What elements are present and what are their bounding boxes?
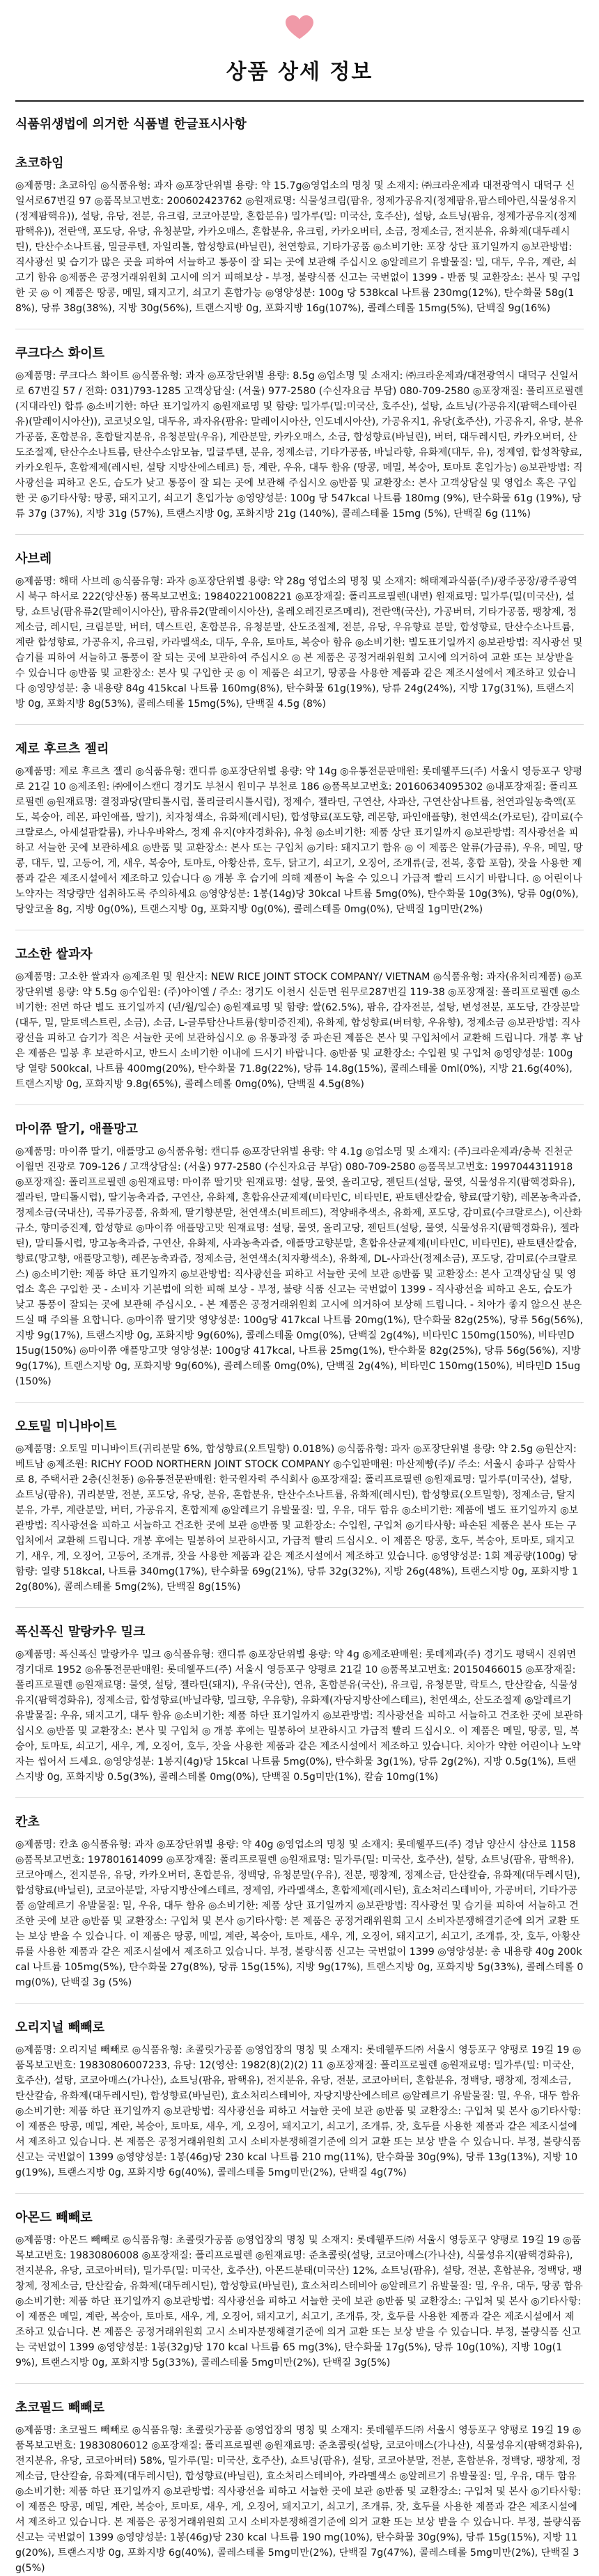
product-name: 초코필드 빼빼로 — [15, 2401, 104, 2415]
product-section — [15, 153, 584, 329]
heart-icon — [286, 15, 313, 40]
section-divider — [15, 1104, 584, 1105]
product-label-text: ◎제품명: 칸초 ◎식품유형: 과자 ◎포장단위별 용량: 약 40g ◎영업소의 명칭 및 소재지: 롯데웰푸드(주) 경남 양산시 삼산로 1158 ◎품목보고번호: 197801614099 ◎포장재질: 폴리프로필렌 ◎원재료명: 밀가루(밀: 미국산, 호주산), 설탕, 쇼트닝(팜유, 팜핵유), 코코아매스, 전지분유, 유당, 카카오버터, 혼합분유, 정백당, 유청분말(우유), 전분, 팽창제, 정제소금, 탄산칼슘, 유화제(대두레시틴), 합성향료(바닐린), 코코아분말, 자당지방산에스테르, 정제염, 카라멜색소, 혼합제제(레시틴), 효소처리스테비아, 가공버터, 기타가공품 ◎알레르기 유발물질: 밀, 우유, 대두 함유 ◎소비기한: 제품 상단 표기일까지 ◎보관방법: 직사광선 및 습기를 피하여 서늘하고 건조한 곳에 보관 ◎반품 및 교환장소: 구입처 및 본사 ◎기타사항: 본 제품은 공정거래위원회 고시 소비자분쟁해결기준에 의거 교환 또는 보상 받을 수 있습니다. 이 제품은 땅콩, 메밀, 계란, 복숭아, 토마토, 새우, 게, 오징어, 돼지고기, 쇠고기, 조개류, 잣, 호두, 아황산류를 사용한 제품과 같은 제조시설에서 제조하고 있습니다. 부정, 불량식품 신고는 국번없이 1399 ◎영양성분: 총 내용량 40g 200kcal 나트륨 105mg(5%), 탄수화물 27g(8%), 당류 15g(15%), 지방 9g(17%), 트랜스지방 0g, 포화지방 5g(33%), 콜레스테롤 0mg(0%), 단백질 3g (5%) — [15, 1839, 584, 1988]
product-name: 쿠크다스 화이트 — [15, 346, 104, 361]
product-name: 초코하임 — [15, 156, 64, 171]
product-section — [15, 1119, 584, 1403]
product-name: 폭신폭신 말랑카우 밀크 — [15, 1625, 146, 1639]
product-label-text: ◎제품명: 초코필드 빼빼로 ◎식품유형: 초콜릿가공품 ◎영업장의 명칭 및 소재지: 롯데웰푸드㈜ 서울시 영등포구 양평로 19길 19 ◎품목보고번호: 19830806012 ◎포장재질: 폴리프로필렌 ◎원재료명: 준초콜릿(설탕, 코코아매스(가나산), 식물성유지(팜핵경화유), 전지분유, 유당, 코코아버터) 58%, 밀가루(밀: 미국산, 호주산), 쇼트닝(팜유), 설탕, 코코아분말, 전분, 혼합분유, 정백당, 팽창제, 정제소금, 탄산칼슘, 유화제(대두레시틴), 합성향료(바닐린), 효소처리스테비아, 카라멜색소 ◎알레르기 유발물질: 밀, 우유, 대두 함유 ◎소비기한: 제품 하단 표기일까지 ◎보관방법: 직사광선을 피하고 서늘한 곳에 보관 ◎반품 및 교환장소: 구입처 및 본사 ◎기타사항: 이 제품은 땅콩, 메밀, 계란, 복숭아, 토마토, 새우, 게, 오징어, 돼지고기, 쇠고기, 조개류, 잣, 호두를 사용한 제품과 같은 제조시설에서 제조하고 있습니다. 본 제품은 공정거래위원회 고시 소비자분쟁해결기준에 의거 교환 또는 보상 받을 수 있습니다. 부정, 불량식품 신고는 국번없이 1399 ◎영양성분: 1봉(46g)당 230 kcal 나트륨 190 mg(10%), 탄수화물 30g(9%), 당류 15g(15%), 지방 11g(20%), 트랜스지방 0g, 포화지방 6g(40%), 콜레스테롤 5mg미만(2%), 단백질 7g(47%), 콜레스테롤 5mg미만(2%), 단백질 3g(5%) — [15, 2425, 583, 2574]
product-label-text: ◎제품명: 아몬드 빼빼로 ◎식품유형: 초콜릿가공품 ◎영업장의 명칭 및 소재지: 롯데웰푸드㈜ 서울시 영등포구 양평로 19길 19 ◎품목보고번호: 19830806008 ◎포장재질: 폴리프로필렌 ◎원재료명: 준초콜릿(설탕, 코코아매스(가나산), 식물성유지(팜핵경화유), 전지분유, 유당, 코코아버터), 밀가루(밀: 미국산, 호주산), 아몬드분태(미국산) 12%, 쇼트닝(팜유), 설탕, 전분, 혼합분유, 정백당, 팽창제, 정제소금, 탄산칼슘, 유화제(대두레시틴), 합성향료(바닐린), 효소처리스테비아 ◎알레르기 유발물질: 밀, 우유, 대두, 땅콩 함유 ◎소비기한: 제품 하단 표기일까지 ◎보관방법: 직사광선을 피하고 서늘한 곳에 보관 ◎반품 및 교환장소: 구입처 및 본사 ◎기타사항: 이 제품은 메밀, 계란, 복숭아, 토마토, 새우, 게, 오징어, 돼지고기, 쇠고기, 조개류, 잣, 호두를 사용한 제품과 같은 제조시설에서 제조하고 있습니다. 본 제품은 공정거래위원회 고시 소비자분쟁해결기준에 의거 교환 또는 보상 받을 수 있습니다. 부정, 불량식품 신고는 국번없이 1399 ◎영양성분: 1봉(32g)당 170 kcal 나트륨 65 mg(3%), 탄수화물 17g(5%), 당류 10g(10%), 지방 10g(19%), 트랜스지방 0g, 포화지방 5g(33%), 콜레스테롤 5mg미만(2%), 단백질 3g(5%) — [15, 2235, 583, 2368]
product-label-text: ◎제품명: 마이쮸 딸기, 애플망고 ◎식품유형: 캔디류 ◎포장단위별 용량: 약 4.1g ◎업소명 및 소재지: (주)크라운제과/충북 진천군 이월면 진광로 709-126 / 고객상담실: (서울) 977-2580 (수신자요금 부담) 080-709-2580 ◎품목보고번호: 1997044311918 ◎포장재질: 폴리프로필렌 ◎원재료명: 마이쮸 딸기맛 원재료명: 설탕, 물엿, 올리고당, 젠틴트(설탕, 물엿, 식물성유지(팜핵경화유), 젤라틴, 말티톨시럽), 딸기농축과즙, 구연산, 유화제, 혼합유산균제제(비타민C, 비타민E, 판토텐산칼슘, 향료(딸기향), 레몬농축과즙, 정제소금(국내산), 곡류가공품, 유화제, 딸기향분말, 천연색소(비트레드), 적양배추색소, 유화제, 포도당, 감미료(수크랄로스), 이산화규소, 향미증진제, 합성향료 ◎마이쮸 애플망고맛 원재료명: 설탕, 물엿, 올리고당, 젠틴트(설탕, 물엿, 식물성유지(팜핵경화유), 젤라틴), 말티톨시럽, 망고농축과즙, 구연산, 유화제, 사과농축과즙, 애플망고향분말, 혼합유산균제제(비타민C, 비타민E), 판토텐산칼슘, 향료(망고향, 애플망고향), 레몬농축과즙, 정제소금, 천연색소(치자황색소), 유화제, DL-사과산(정제소금), 포도당, 감미료(수크랄로스) ◎소비기한: 제품 하단 표기일까지 ◎보관방법: 직사광선을 피하고 서늘한 곳에 보관 ◎반품 및 교환장소: 본사 고객상담실 및 영업소 혹은 구입한 곳 - 소비자 기본법에 의한 피해 보상 - 부정, 불량 식품 신고는 국번없이 1399 - 직사광선을 피하고 온도, 습도가 낮고 통풍이 잘되는 곳에 보관해 주십시오. - 본 제품은 공정거래위원회 고시에 의거하여 보상해 드립니다. - 치아가 좋지 않으신 분은 드실 때 주의를 요합니다. ◎마이쮸 딸기맛 영양성분: 100g당 417kcal 나트륨 20mg(1%), 탄수화물 82g(25%), 당류 56g(56%), 지방 9g(17%), 트랜스지방 0g, 포화지방 9g(60%), 콜레스테롤 0mg(0%), 단백질 2g(4%), 비타민C 150mg(150%), 비타민D 15ug(150%) ◎마이쮸 애플망고맛 영양성분: 100g당 417kcal, 나트륨 25mg(1%), 탄수화물 82g(25%), 당류 56g(56%), 지방 9g(17%), 트랜스지방 0g, 포화지방 9g(60%), 콜레스테롤 0mg(0%), 단백질 2g(4%), 비타민C 150mg(150%), 비타민D 15ug(150%) — [15, 1146, 584, 1387]
section-divider — [15, 1797, 584, 1798]
product-label-text: ◎제품명: 고소한 쌀과자 ◎제조원 및 원산지: NEW RICE JOINT STOCK COMPANY/ VIETNAM ◎식품유형: 과자(유처리제품) ◎포장단위별 용량: 약 5.5g ◎수입원: (주)아이엘 / 주소: 경기도 이천시 신둔면 원무로287번길 119-38 ◎포장재질: 폴리프로필렌 ◎소비기한: 전면 하단 별도 표기일까지 (년/월/일순) ◎원재료명 및 함량: 쌀(62.5%), 팜유, 감자전분, 설탕, 변성전분, 포도당, 간장분말(대두, 밀, 말토덱스트린, 소금), 소금, L-글루탐산나트륨(향미증진제), 유화제, 합성향료(버터향, 우유향), 정제소금 ◎보관방법: 직사광선을 피하고 습기가 적은 서늘한 곳에 보관하십시오 ◎ 유통과정 중 파손된 제품은 본사 및 구입처에서 교환해 드립니다. 개봉 후 남은 제품은 밀봉 후 보관하시고, 반드시 소비기한 이내에 드시기 바랍니다. ◎반품 및 교환장소: 수입원 및 구입처 ◎영양성분: 100g 당 열량 500kcal, 나트륨 400mg(20%), 탄수화물 71.8g(22%), 당류 14.8g(15%), 콜레스테롤 0ml(0%), 지방 21.6g(40%), 트랜스지방 0g, 포화지방 9.8g(65%), 콜레스테롤 0mg(0%), 단백질 4.5g(8%) — [15, 971, 584, 1090]
header-decoration — [15, 0, 584, 40]
section-divider — [15, 724, 584, 725]
section-divider — [15, 2383, 584, 2384]
product-section — [15, 2017, 584, 2194]
product-section — [15, 549, 584, 725]
section-divider — [15, 1607, 584, 1608]
product-name: 사브레 — [15, 552, 52, 566]
product-label-text: ◎제품명: 폭신폭신 말랑카우 밀크 ◎식품유형: 캔디류 ◎포장단위별 용량: 약 4g ◎제조판매원: 롯데제과(주) 경기도 평택시 진위면 경기대로 1952 ◎유통전문판매원: 롯데웰푸드(주) 서울시 영등포구 양평로 21길 10 ◎품목보고번호: 20150466015 ◎포장재질: 폴리프로필렌 ◎원재료명: 물엿, 설탕, 젤라틴(돼지), 우유(국산), 연유, 혼합분유(국산), 유크림, 유청분말, 락토스, 탄산칼슘, 식물성유지(팜핵경화유), 정제소금, 합성향료(바닐라향, 밀크향, 우유향), 유화제(자당지방산에스테르), 천연색소, 산도조절제 ◎알레르기 유발물질: 우유, 돼지고기, 대두 함유 ◎소비기한: 제품 하단 표기일까지 ◎보관방법: 직사광선을 피하고 서늘하고 건조한 곳에 보관하십시오 ◎반품 및 교환장소: 본사 및 구입처 ◎ 개봉 후에는 밀봉하여 보관하시고 가급적 빨리 드십시오. 이 제품은 메밀, 땅콩, 밀, 복숭아, 토마토, 쇠고기, 새우, 게, 오징어, 호두, 잣을 사용한 제품과 같은 제조시설에서 제조하고 있습니다. 치아가 약한 어린이나 노약자는 씹어서 드세요. ◎영양성분: 1봉지(4g)당 15kcal 나트륨 5mg(0%), 탄수화물 3g(1%), 당류 2g(2%), 지방 0.5g(1%), 트랜스지방 0g, 포화지방 0.5g(3%), 콜레스테롤 0mg(0%), 단백질 0.5g미만(1%), 칼슘 10mg(1%) — [15, 1649, 583, 1783]
product-name: 제로 후르츠 젤리 — [15, 742, 109, 756]
product-sections — [15, 153, 584, 2576]
product-label-text: ◎제품명: 초코하임 ◎식품유형: 과자 ◎포장단위별 용량: 약 15.7g◎영업소의 명칭 및 소재지: ㈜크라운제과 대전광역시 대덕구 신일서로67번길 97 ◎품목보고번호: 200602423762 ◎원재료명: 식물성크림(팜유, 정제가공유지(정제팜유,팜스테아린,식물성유지(정제팜핵유)), 설탕, 유당, 전분, 유크림, 코코아분말, 혼합분유) 밀가루(밀: 미국산, 호주산), 설탕, 쇼트닝(팜유, 정제가공유지(정제팜핵유)), 전란액, 포도당, 유당, 유청분말, 카카오매스, 혼합분유, 유크림, 카카오버터, 소금, 정제소금, 전지분유, 유화제(대두레시틴), 탄산수소나트륨, 밀글루텐, 자일리톨, 합성향료(바닐린), 천연향료, 기타가공품 ◎소비기한: 포장 상단 표기일까지 ◎보관방법: 직사광선 및 습기가 많은 곳을 피하여 서늘하고 통풍이 잘 되는 곳에 보관해 주십시오 ◎알레르기 유발물질: 밀, 대두, 우유, 계란, 쇠고기 함유 ◎제품은 공정거래위원회 고시에 의거 피해보상 - 부정, 불량식품 신고는 국번없이 1399 - 반품 및 교환장소: 본사 및 구입한 곳 ◎ 이 제품은 땅콩, 메밀, 돼지고기, 쇠고기 혼합가능 ◎영양성분: 100g 당 538kcal 나트륨 230mg(12%), 탄수화물 58g(18%), 당류 38g(38%), 지방 30g(56%), 트랜스지방 0g, 포화지방 16g(107%), 콜레스테롤 15mg(5%), 단백질 9g(16%) — [15, 180, 581, 314]
product-label-text: ◎제품명: 오리지널 빼빼로 ◎식품유형: 초콜릿가공품 ◎영업장의 명칭 및 소재지: 롯데웰푸드㈜ 서울시 영등포구 양평로 19길 19 ◎품목보고번호: 19830806007233, 유당: 12(영산: 1982(8)(2)(2) 11 ◎포장재질: 폴리프로필렌 ◎원재료명: 밀가루(밀: 미국산, 호주산), 설탕, 코코아매스(가나산), 쇼트닝(팜유, 팜핵유), 전지분유, 유당, 전분, 코코아버터, 혼합분유, 정백당, 팽창제, 정제소금, 탄산칼슘, 유화제(대두레시틴), 합성향료(바닐린), 효소처리스테비아, 자당지방산에스테르 ◎알레르기 유발물질: 밀, 우유, 대두 함유 ◎소비기한: 제품 하단 표기일까지 ◎보관방법: 직사광선을 피하고 서늘한 곳에 보관 ◎반품 및 교환장소: 구입처 및 본사 ◎기타사항: 이 제품은 땅콩, 메밀, 계란, 복숭아, 토마토, 새우, 게, 오징어, 돼지고기, 쇠고기, 조개류, 잣, 호두를 사용한 제품과 같은 제조시설에서 제조하고 있습니다. 본 제품은 공정거래위원회 고시 소비자분쟁해결기준에 의거 교환 또는 보상 받을 수 있습니다. 부정, 불량식품 신고는 국번없이 1399 ◎영양성분: 1봉(46g)당 230 kcal 나트륨 210 mg(11%), 탄수화물 30g(9%), 당류 13g(13%), 지방 10g(19%), 트랜스지방 0g, 포화지방 6g(40%), 콜레스테롤 5mg미만(2%), 단백질 4g(7%) — [15, 2045, 582, 2178]
page-title: 상품 상세 정보 — [226, 60, 373, 84]
product-label-text: ◎제품명: 쿠크다스 화이트 ◎식품유형: 과자 ◎포장단위별 용량: 8.5g ◎업소명 및 소재지: ㈜크라운제과/대전광역시 대덕구 신일서로 67번길 57 / 전화: 031)793-1285 고객상담실: (서울) 977-2580 (수신자요금 부담) 080-709-2580 ◎포장재질: 폴리프로필렌 (지대라인) 합류 ◎소비기한: 하단 표기일까지 ◎원재료명 및 함량: 밀가루(밀:미국산, 호주산), 설탕, 쇼트닝(가공유지(팜핵스테아린유)(말레이시아산)), 코코넛오일, 대두유, 과자유(팜유: 말레이시아산, 인도네시아산), 가공유지1, 유당(호주산), 가공유지, 유당, 분유가공품, 혼합분유, 혼합탈지분유, 유청분말(우유), 계란분말, 카카오매스, 소금, 합성향료(바닐린), 버터, 대두레시틴, 카카오버터, 산도조절제, 탄산수소나트륨, 탄산수소암모늄, 밀글루텐, 분유, 정제소금, 기타가공품, 바닐라향, 유화제(대두, 유), 정제염, 합성착향료, 카카오원두, 혼합제제(레시틴, 설탕 지방산에스테르) 등, 계란, 우유, 대두 함유 (땅콩, 메밀, 복숭아, 토마토 혼입가능) ◎보관방법: 직사광선을 피하고 온도, 습도가 낮고 통풍이 잘 되는 곳에 보관해 주십시오 ◎반품 및 교환장소: 본사 고객상담실 및 영업소 혹은 구입한 곳 ◎기타사항: 땅콩, 돼지고기, 쇠고기 혼입가능 ◎영양성분: 100g 당 547kcal 나트륨 180mg (9%), 탄수화물 61g (19%), 당류 37g (37%), 지방 31g (57%), 트랜스지방 0g, 포화지방 21g (140%), 콜레스테롤 15mg (5%), 단백질 6g (11%) — [15, 370, 584, 520]
section-divider — [15, 1402, 584, 1403]
product-name: 고소한 쌀과자 — [15, 947, 93, 962]
product-label-text: ◎제품명: 해태 사브레 ◎식품유형: 과자 ◎포장단위별 용량: 약 28g 영업소의 명칭 및 소재지: 해태제과식품(주)/광주공장/광주광역시 북구 하서로 222(양산동) 품목보고번호: 19840221008221 ◎포장재질: 폴리프로필렌(내면) 원재료명: 밀가루(밀(미국산), 설탕, 쇼트닝(팜유류2(말레이시아산), 팜유류2(말레이시아산), 올레오레진로즈메리), 전란액(국산), 가공버터, 기타가공품, 팽창제, 정제소금, 레시틴, 크림분말, 버터, 덱스트린, 혼합분유, 유청분말, 산도조절제, 전분, 유당, 우유향료 분말, 합성향료, 탄산수소나트륨, 계란 합성향료, 가공유지, 유크림, 카라멜색소, 대두, 우유, 토마토, 복숭아 함유 ◎소비기한: 별도표기일까지 ◎보관방법: 직사광선 및 습기를 피하여 서늘하고 통풍이 잘 되는 곳에 보관하여 주십시오 ◎ 본 제품은 공정거래위원회 고시에 의거하여 교환 또는 보상받을 수 있습니다 ◎반품 및 교환장소: 본사 및 구입한 곳 ◎ 이 제품은 쇠고기, 땅콩을 사용한 제품과 같은 제조시설에서 제조하고 있습니다 ◎영양성분: 총 내용량 84g 415kcal 나트륨 160mg(8%), 탄수화물 61g(19%), 당류 24g(24%), 지방 17g(31%), 트랜스지방 0g, 포화지방 8g(53%), 콜레스테롤 15mg(5%), 단백질 4.5g (8%) — [15, 576, 583, 710]
product-section — [15, 739, 584, 930]
product-section — [15, 2208, 584, 2384]
product-name: 칸초 — [15, 1815, 40, 1829]
product-name: 오토밀 미니바이트 — [15, 1419, 117, 1434]
product-label-text: ◎제품명: 오토밀 미니바이트(귀리분말 6%, 합성향료(오트밀향) 0.018%) ◎식품유형: 과자 ◎포장단위별 용량: 약 2.5g ◎원산지: 베트남 ◎제조원: RICHY FOOD NORTHERN JOINT STOCK COMPANY ◎수입판매원: 마산제빵(주)/ 주소: 서울시 송파구 삼학사로 8, 주택서관 2층(신천동) ◎유통전문판매원: 한국원자력 주식회사 ◎포장재질: 폴리프로필렌 ◎원재료명: 밀가루(미국산), 설탕, 쇼트닝(팜유), 귀리분말, 전분, 포도당, 유당, 분유, 혼합분유, 탄산수소나트륨, 유화제(레시틴), 합성향료(오트밀향), 정제소금, 탈지분유, 가루, 계란분말, 버터, 가공유지, 혼합제제 ◎알레르기 유발물질: 밀, 우유, 대두 함유 ◎소비기한: 제품에 별도 표기일까지 ◎보관방법: 직사광선을 피하고 서늘하고 건조한 곳에 보관 ◎반품 및 교환장소: 수입원, 구입처 ◎기타사항: 파손된 제품은 본사 또는 구입처에서 교환해 드립니다. 개봉 후에는 밀봉하여 보관하시고, 가급적 빨리 드십시오. 이 제품은 땅콩, 호두, 복숭아, 토마토, 돼지고기, 새우, 게, 오징어, 고등어, 조개류, 잣을 사용한 제품과 같은 제조시설에서 제조하고 있습니다. ◎영양성분: 1회 제공량(100g) 당 함량: 열량 518kcal, 나트륨 340mg(17%), 탄수화물 69g(21%), 당류 32g(32%), 지방 26g(48%), 트랜스지방 0g, 포화지방 12g(80%), 콜레스테롤 5mg(2%), 단백질 8g(15%) — [15, 1444, 579, 1593]
product-name: 오리지널 빼빼로 — [15, 2020, 104, 2035]
product-section — [15, 1812, 584, 2004]
section-divider — [15, 2193, 584, 2194]
intro-heading: 식품위생법에 의거한 식품별 한글표시사항 — [15, 117, 247, 132]
product-section — [15, 1416, 584, 1608]
section-divider — [15, 534, 584, 535]
product-section — [15, 2398, 584, 2576]
product-section — [15, 944, 584, 1105]
product-name: 마이쮸 딸기, 애플망고 — [15, 1122, 138, 1137]
product-name: 아몬드 빼빼로 — [15, 2210, 93, 2225]
product-label-text: ◎제품명: 제로 후르츠 젤리 ◎식품유형: 캔디류 ◎포장단위별 용량: 약 14g ◎유통전문판매원: 롯데웰푸드(주) 서울시 영등포구 양평로 21길 10 ◎제조원: ㈜에이스캔디 경기도 부천시 원미구 부천로 186 ◎품목보고번호: 20160634095302 ◎내포장재질: 폴리프로필렌 ◎원재료명: 결정과당(말티톨시럽, 폴리글리시톨시럽), 정제수, 젤라틴, 구연산, 사과산, 구연산삼나트륨, 천연과일농축액(포도, 복숭아, 레몬, 파인애플, 딸기), 치자청색소, 유화제(레시틴), 합성향료(포도향, 레몬향, 파인애플향), 천연색소(카로틴), 감미료(수크랄로스, 아세설팜칼륨), 카나우바왁스, 정제 유지(야자경화유), 유청 ◎소비기한: 제품 상단 표기일까지 ◎보관방법: 직사광선을 피하고 서늘한 곳에 보관하세요 ◎반품 및 교환장소: 본사 또는 구입처 ◎기타: 돼지고기 함유 ◎ 이 제품은 알류(가금류), 우유, 메밀, 땅콩, 대두, 밀, 고등어, 게, 새우, 복숭아, 토마토, 아황산류, 호두, 닭고기, 쇠고기, 오징어, 조개류(굴, 전복, 홍합 포함), 잣을 사용한 제품과 같은 제조시설에서 제조하고 있습니다 ◎ 개봉 후 습기에 의해 제품이 녹을 수 있으니 가급적 빨리 드시기 바랍니다. ◎ 어린이나 노약자는 적당량만 섭취하도록 주의하세요 ◎영양성분: 1봉(14g)당 30kcal 나트륨 5mg(0%), 탄수화물 10g(3%), 당류 0g(0%), 당알코올 8g, 지방 0g(0%), 트랜스지방 0g, 포화지방 0g(0%), 콜레스테롤 0mg(0%), 단백질 1g미만(2%) — [15, 766, 584, 915]
product-section — [15, 343, 584, 535]
section-divider — [15, 2003, 584, 2004]
title-divider — [15, 100, 584, 102]
product-section — [15, 1622, 584, 1798]
